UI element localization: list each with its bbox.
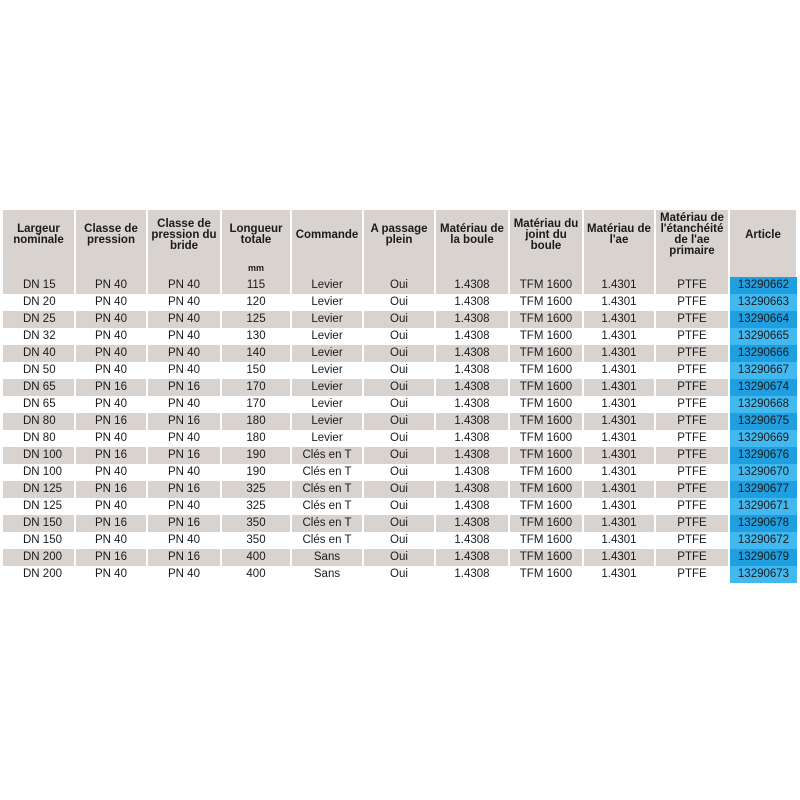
table-cell: PN 40 <box>147 566 221 583</box>
table-cell: Levier <box>291 362 363 379</box>
column-header: Commande <box>291 210 363 260</box>
table-cell: DN 40 <box>3 345 75 362</box>
column-unit <box>291 260 363 277</box>
table-cell: 1.4301 <box>583 277 655 294</box>
table-cell: DN 100 <box>3 464 75 481</box>
table-cell: DN 80 <box>3 430 75 447</box>
table-cell: TFM 1600 <box>509 379 583 396</box>
table-cell: PN 16 <box>147 481 221 498</box>
table-cell: PTFE <box>655 311 729 328</box>
table-cell: Clés en T <box>291 464 363 481</box>
column-header: Matériau de l'étanchéité de l'ae primaire <box>655 210 729 260</box>
table-cell: TFM 1600 <box>509 294 583 311</box>
column-unit <box>583 260 655 277</box>
article-number-cell[interactable]: 13290668 <box>729 396 797 413</box>
table-row <box>3 413 797 430</box>
column-header: Longueur totale <box>221 210 291 260</box>
article-number-cell[interactable]: 13290673 <box>729 566 797 583</box>
table-cell: 1.4308 <box>435 549 509 566</box>
article-number-cell[interactable]: 13290667 <box>729 362 797 379</box>
table-cell: 120 <box>221 294 291 311</box>
table-cell: PTFE <box>655 515 729 532</box>
article-number-cell[interactable]: 13290670 <box>729 464 797 481</box>
table-cell: Levier <box>291 345 363 362</box>
table-cell: 1.4308 <box>435 328 509 345</box>
table-cell: 1.4301 <box>583 362 655 379</box>
table-cell: 1.4308 <box>435 566 509 583</box>
column-header: Matériau du joint du boule <box>509 210 583 260</box>
table-cell: Oui <box>363 549 435 566</box>
table-row <box>3 549 797 566</box>
table-cell: DN 32 <box>3 328 75 345</box>
table-cell: Oui <box>363 532 435 549</box>
article-number-cell[interactable]: 13290672 <box>729 532 797 549</box>
table-cell: 1.4301 <box>583 413 655 430</box>
table-cell: PN 40 <box>147 430 221 447</box>
table-header-row <box>3 210 797 260</box>
table-cell: TFM 1600 <box>509 447 583 464</box>
article-number-cell[interactable]: 13290671 <box>729 498 797 515</box>
table-cell: TFM 1600 <box>509 396 583 413</box>
table-cell: 400 <box>221 566 291 583</box>
table-cell: 1.4301 <box>583 396 655 413</box>
column-header: A passage plein <box>363 210 435 260</box>
table-cell: DN 200 <box>3 566 75 583</box>
table-cell: PTFE <box>655 277 729 294</box>
table-cell: PN 40 <box>147 362 221 379</box>
table-cell: PN 16 <box>75 447 147 464</box>
table-cell: PN 40 <box>147 294 221 311</box>
table-cell: 150 <box>221 362 291 379</box>
table-cell: Clés en T <box>291 532 363 549</box>
table-cell: Levier <box>291 311 363 328</box>
table-cell: PN 40 <box>147 311 221 328</box>
column-unit <box>435 260 509 277</box>
article-number-cell[interactable]: 13290665 <box>729 328 797 345</box>
table-cell: 1.4308 <box>435 311 509 328</box>
table-cell: PN 40 <box>75 345 147 362</box>
table-unit-row <box>3 260 797 277</box>
column-unit <box>729 260 797 277</box>
table-cell: DN 20 <box>3 294 75 311</box>
table-cell: PTFE <box>655 549 729 566</box>
table-cell: TFM 1600 <box>509 430 583 447</box>
table-cell: 325 <box>221 481 291 498</box>
table-row <box>3 294 797 311</box>
table-cell: TFM 1600 <box>509 532 583 549</box>
table-cell: Levier <box>291 396 363 413</box>
table-cell: 1.4301 <box>583 294 655 311</box>
table-row <box>3 277 797 294</box>
table-cell: Oui <box>363 345 435 362</box>
column-header: Article <box>729 210 797 260</box>
table-cell: Oui <box>363 481 435 498</box>
table-cell: Oui <box>363 379 435 396</box>
table-cell: 1.4301 <box>583 481 655 498</box>
table-cell: PN 16 <box>75 515 147 532</box>
table-cell: TFM 1600 <box>509 549 583 566</box>
table-row <box>3 481 797 498</box>
table-cell: DN 150 <box>3 515 75 532</box>
table-cell: TFM 1600 <box>509 481 583 498</box>
table-cell: PN 40 <box>147 396 221 413</box>
article-number-cell[interactable]: 13290674 <box>729 379 797 396</box>
table-cell: DN 15 <box>3 277 75 294</box>
table-cell: 1.4308 <box>435 481 509 498</box>
table-cell: 325 <box>221 498 291 515</box>
table-cell: Levier <box>291 294 363 311</box>
article-number-cell[interactable]: 13290662 <box>729 277 797 294</box>
table-cell: PN 16 <box>147 447 221 464</box>
table-cell: Levier <box>291 328 363 345</box>
table-cell: 1.4301 <box>583 532 655 549</box>
table-cell: DN 25 <box>3 311 75 328</box>
table-cell: TFM 1600 <box>509 566 583 583</box>
table-cell: PTFE <box>655 345 729 362</box>
table-cell: Oui <box>363 498 435 515</box>
table-cell: PN 40 <box>75 396 147 413</box>
column-header: Classe de pression <box>75 210 147 260</box>
table-cell: Levier <box>291 430 363 447</box>
table-row <box>3 532 797 549</box>
table-cell: PTFE <box>655 566 729 583</box>
table-cell: PN 40 <box>75 566 147 583</box>
column-unit <box>147 260 221 277</box>
article-number-cell[interactable]: 13290666 <box>729 345 797 362</box>
article-number-cell[interactable]: 13290664 <box>729 311 797 328</box>
table-cell: 400 <box>221 549 291 566</box>
table-cell: 350 <box>221 532 291 549</box>
table-cell: PN 16 <box>75 413 147 430</box>
table-cell: TFM 1600 <box>509 498 583 515</box>
column-header: Largeur nominale <box>3 210 75 260</box>
table-cell: PN 16 <box>147 549 221 566</box>
table-row <box>3 430 797 447</box>
table-cell: Oui <box>363 362 435 379</box>
table-cell: DN 125 <box>3 498 75 515</box>
table-cell: Clés en T <box>291 498 363 515</box>
table-cell: DN 65 <box>3 379 75 396</box>
table-cell: PTFE <box>655 294 729 311</box>
table-cell: PN 40 <box>147 532 221 549</box>
table-cell: Oui <box>363 396 435 413</box>
article-number-cell[interactable]: 13290679 <box>729 549 797 566</box>
table-cell: PN 16 <box>147 413 221 430</box>
table-cell: 1.4301 <box>583 447 655 464</box>
table-cell: PTFE <box>655 447 729 464</box>
table-row <box>3 311 797 328</box>
table-cell: PN 16 <box>147 379 221 396</box>
table-cell: Levier <box>291 277 363 294</box>
table-cell: PTFE <box>655 481 729 498</box>
table-cell: TFM 1600 <box>509 345 583 362</box>
column-header: Matériau de la boule <box>435 210 509 260</box>
table-cell: PTFE <box>655 396 729 413</box>
table-cell: DN 100 <box>3 447 75 464</box>
table-cell: Levier <box>291 379 363 396</box>
table-cell: PTFE <box>655 328 729 345</box>
table-cell: TFM 1600 <box>509 515 583 532</box>
column-unit: mm <box>221 260 291 277</box>
table-cell: 1.4308 <box>435 413 509 430</box>
table-cell: 115 <box>221 277 291 294</box>
table-cell: TFM 1600 <box>509 328 583 345</box>
article-number-cell[interactable]: 13290669 <box>729 430 797 447</box>
article-number-cell[interactable]: 13290678 <box>729 515 797 532</box>
table-cell: PN 40 <box>147 498 221 515</box>
article-number-cell[interactable]: 13290677 <box>729 481 797 498</box>
table-cell: 140 <box>221 345 291 362</box>
table-cell: Sans <box>291 549 363 566</box>
table-cell: PTFE <box>655 532 729 549</box>
table-cell: TFM 1600 <box>509 311 583 328</box>
table-row <box>3 464 797 481</box>
table-cell: PN 40 <box>75 464 147 481</box>
table-cell: PN 16 <box>75 379 147 396</box>
table-cell: DN 125 <box>3 481 75 498</box>
table-cell: 170 <box>221 379 291 396</box>
table-cell: Clés en T <box>291 481 363 498</box>
table-cell: PTFE <box>655 362 729 379</box>
table-cell: TFM 1600 <box>509 413 583 430</box>
table-cell: 1.4308 <box>435 464 509 481</box>
table-cell: DN 200 <box>3 549 75 566</box>
table-cell: Oui <box>363 464 435 481</box>
table-cell: Oui <box>363 328 435 345</box>
table-cell: PN 16 <box>147 515 221 532</box>
table-cell: PN 16 <box>75 549 147 566</box>
table-cell: 1.4301 <box>583 549 655 566</box>
article-number-cell[interactable]: 13290676 <box>729 447 797 464</box>
table-cell: PN 40 <box>75 328 147 345</box>
table-cell: DN 150 <box>3 532 75 549</box>
table-cell: Oui <box>363 413 435 430</box>
table-cell: PN 40 <box>75 362 147 379</box>
product-table <box>3 210 798 583</box>
article-number-cell[interactable]: 13290663 <box>729 294 797 311</box>
table-cell: Sans <box>291 566 363 583</box>
table-body <box>3 277 797 583</box>
table-cell: 1.4301 <box>583 515 655 532</box>
table-cell: 1.4308 <box>435 532 509 549</box>
table-cell: Oui <box>363 515 435 532</box>
table-cell: 125 <box>221 311 291 328</box>
table-cell: 1.4308 <box>435 362 509 379</box>
table-cell: 180 <box>221 413 291 430</box>
table-cell: 1.4301 <box>583 498 655 515</box>
table-cell: PN 40 <box>147 328 221 345</box>
table-cell: PN 40 <box>75 498 147 515</box>
table-cell: Oui <box>363 294 435 311</box>
column-unit <box>75 260 147 277</box>
column-header: Classe de pression du bride <box>147 210 221 260</box>
table-cell: 190 <box>221 464 291 481</box>
article-number-cell[interactable]: 13290675 <box>729 413 797 430</box>
table-row <box>3 396 797 413</box>
table-cell: 1.4308 <box>435 396 509 413</box>
table-cell: PN 40 <box>75 532 147 549</box>
table-cell: PTFE <box>655 464 729 481</box>
table-cell: 190 <box>221 447 291 464</box>
table-cell: Oui <box>363 430 435 447</box>
table-cell: DN 80 <box>3 413 75 430</box>
table-cell: DN 65 <box>3 396 75 413</box>
table-cell: Oui <box>363 277 435 294</box>
table-row <box>3 362 797 379</box>
table-cell: PN 40 <box>147 345 221 362</box>
table-cell: 1.4308 <box>435 498 509 515</box>
table-row <box>3 379 797 396</box>
table-cell: 170 <box>221 396 291 413</box>
table-cell: 1.4308 <box>435 515 509 532</box>
table-row <box>3 447 797 464</box>
column-unit <box>3 260 75 277</box>
table-cell: 1.4301 <box>583 345 655 362</box>
table-cell: TFM 1600 <box>509 277 583 294</box>
column-unit <box>655 260 729 277</box>
table-cell: PN 40 <box>147 277 221 294</box>
table-cell: PTFE <box>655 379 729 396</box>
table-cell: PTFE <box>655 498 729 515</box>
table-cell: 1.4308 <box>435 447 509 464</box>
table-cell: 1.4308 <box>435 430 509 447</box>
column-header: Matériau de l'ae <box>583 210 655 260</box>
column-unit <box>509 260 583 277</box>
table-cell: 350 <box>221 515 291 532</box>
table-cell: PN 40 <box>147 464 221 481</box>
table-cell: Oui <box>363 566 435 583</box>
table-cell: 180 <box>221 430 291 447</box>
table-cell: PN 40 <box>75 311 147 328</box>
table-cell: Oui <box>363 311 435 328</box>
table-cell: PN 40 <box>75 277 147 294</box>
table-cell: 1.4308 <box>435 345 509 362</box>
table-row <box>3 345 797 362</box>
table-cell: 1.4301 <box>583 566 655 583</box>
table-cell: 1.4308 <box>435 294 509 311</box>
table-cell: 130 <box>221 328 291 345</box>
table-cell: Levier <box>291 413 363 430</box>
table-cell: 1.4308 <box>435 379 509 396</box>
table-cell: 1.4301 <box>583 464 655 481</box>
table-cell: PN 40 <box>75 294 147 311</box>
product-table-container <box>3 210 797 583</box>
table-cell: TFM 1600 <box>509 362 583 379</box>
table-cell: TFM 1600 <box>509 464 583 481</box>
table-cell: Clés en T <box>291 515 363 532</box>
table-cell: PN 40 <box>75 430 147 447</box>
table-row <box>3 566 797 583</box>
column-unit <box>363 260 435 277</box>
table-cell: 1.4301 <box>583 328 655 345</box>
table-cell: 1.4308 <box>435 277 509 294</box>
table-cell: 1.4301 <box>583 311 655 328</box>
table-cell: 1.4301 <box>583 430 655 447</box>
table-cell: PN 16 <box>75 481 147 498</box>
table-cell: PTFE <box>655 413 729 430</box>
table-cell: PTFE <box>655 430 729 447</box>
table-cell: DN 50 <box>3 362 75 379</box>
table-row <box>3 498 797 515</box>
table-cell: 1.4301 <box>583 379 655 396</box>
table-cell: Clés en T <box>291 447 363 464</box>
table-row <box>3 328 797 345</box>
table-cell: Oui <box>363 447 435 464</box>
table-row <box>3 515 797 532</box>
